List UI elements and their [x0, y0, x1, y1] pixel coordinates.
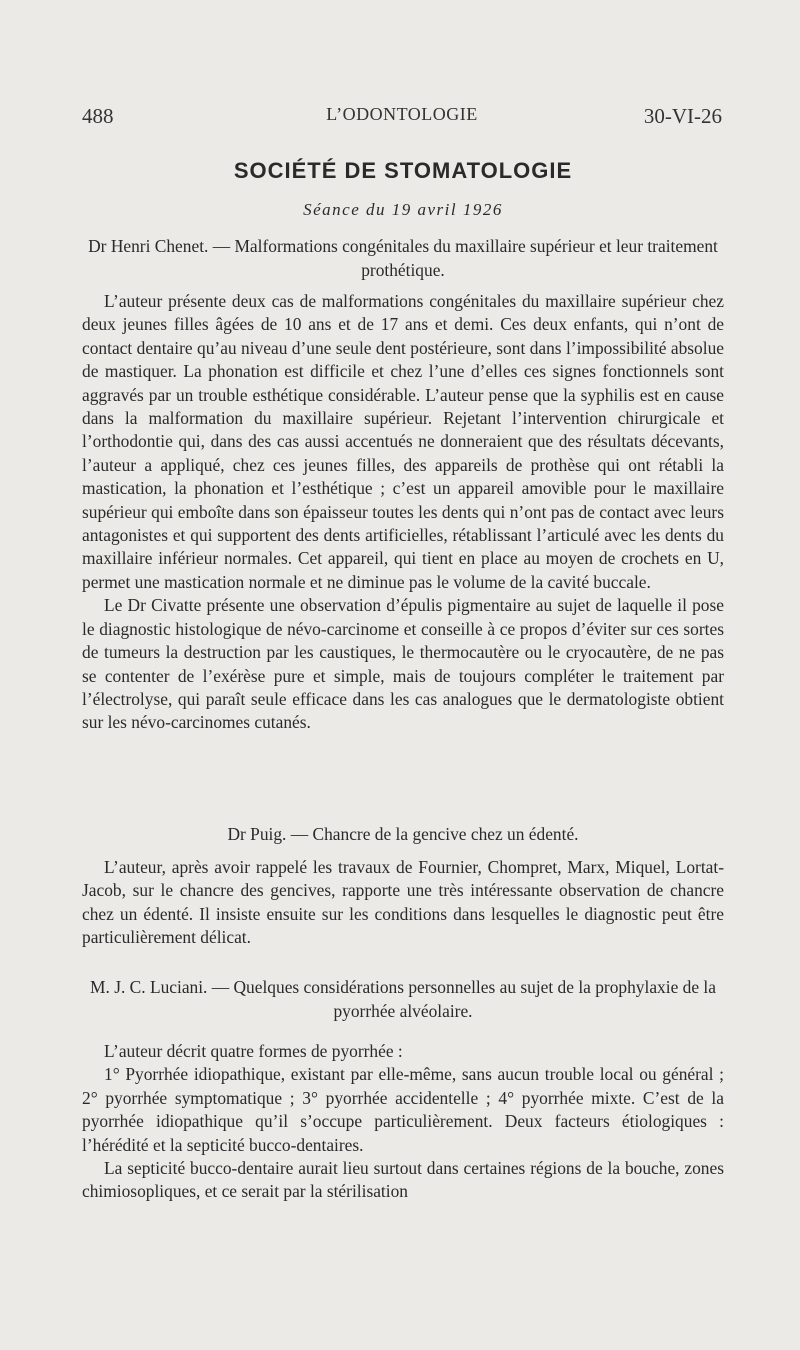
- communication-body-2: [82, 856, 724, 950]
- communication-body-3: [82, 1040, 724, 1204]
- paragraph: L’auteur décrit quatre formes de pyorrhée :: [104, 1041, 403, 1061]
- communication-heading-3: M. J. C. Luciani. — Quelques considérations personnelles au sujet de la prophylaxie de la pyorrhée alvéolaire.: [90, 977, 716, 1021]
- paragraph: L’auteur présente deux cas de malformations congénitales du maxillaire supérieur chez deux jeunes filles âgées de 10 ans et de 17 ans et demi. Ces deux enfants, qui n’ont de contact dentaire qu’au niveau d’une seule dent postérieure, sont dans l’impossibilité absolue de mastiquer. La phonation est difficile et chez l’une d’elles ces signes fonctionnels sont aggravés par un trouble esthétique considérable. L’auteur pense que la syphilis est en cause dans la malformation du maxillaire supérieur. Rejetant l’intervention chirurgicale et l’orthodontie qui, dans des cas aussi accentués ne donneraient que des résultats décevants, l’auteur a appliqué, chez ces jeunes filles, des appareils de prothèse qui ont rétabli la mastication, la phonation et l’esthétique ; c’est un appareil amovible pour le maxillaire supérieur qui emboîte dans son épaisseur toutes les dents qui n’ont pas de contact avec leurs antagonistes et qui supportent des dents artificielles, rétablissant l’articulé avec les dents du maxillaire inférieur normales. Cet appareil, qui tient en place au moyen de crochets en U, permet une mastication normale et ne diminue pas le volume de la cavité buccale.: [82, 291, 724, 592]
- journal-title: L’ODONTOLOGIE: [326, 104, 478, 124]
- paragraph: L’auteur, après avoir rappelé les travaux de Fournier, Chompret, Marx, Miquel, Lortat-Jacob, sur le chancre des gencives, rapporte une très intéressante observation de chancre chez un édenté. Il insiste ensuite sur les conditions dans lesquelles le diagnostic peut être particulièrement délicat.: [82, 857, 724, 948]
- page-number: 488: [82, 104, 114, 128]
- paragraph: 1° Pyorrhée idiopathique, existant par elle-même, sans aucun trouble local ou général ; 2° pyorrhée symptomatique ; 3° pyorrhée accidentelle ; 4° pyorrhée mixte. C’est de la pyorrhée idiopathique qu’il s’occupe particulièrement. Deux facteurs étiologiques : l’hérédité et la septicité bucco-dentaires.: [82, 1064, 724, 1155]
- paragraph: La septicité bucco-dentaire aurait lieu surtout dans certaines régions de la bouche, zones chimiosopliques, et ce serait par la stérilisation: [82, 1158, 724, 1202]
- session-date: Séance du 19 avril 1926: [303, 200, 503, 219]
- running-head: [82, 104, 722, 134]
- issue-date: 30-VI-26: [643, 104, 722, 128]
- communication-body-1: [82, 290, 724, 735]
- paragraph: Le Dr Civatte présente une observation d’épulis pigmentaire au sujet de laquelle il pose le diagnostic histologique de névo-carcinome et conseille à ce propos d’éviter sur ces sortes de tumeurs la destruction par les caustiques, le thermocautère ou le cryocautère, de ne pas se contenter de l’exérèse pure et simple, mais de toujours compléter le traitement par l’électrolyse, qui paraît seule efficace dans les cas analogues que le dermatologiste obtient sur les névo-carcinomes cutanés.: [82, 595, 724, 733]
- section-title: SOCIÉTÉ DE STOMATOLOGIE: [233, 158, 573, 183]
- communication-heading-1: Dr Henri Chenet. — Malformations congénitales du maxillaire supérieur et leur traitement prothétique.: [88, 236, 718, 280]
- communication-heading-2: Dr Puig. — Chancre de la gencive chez un édenté.: [227, 824, 579, 844]
